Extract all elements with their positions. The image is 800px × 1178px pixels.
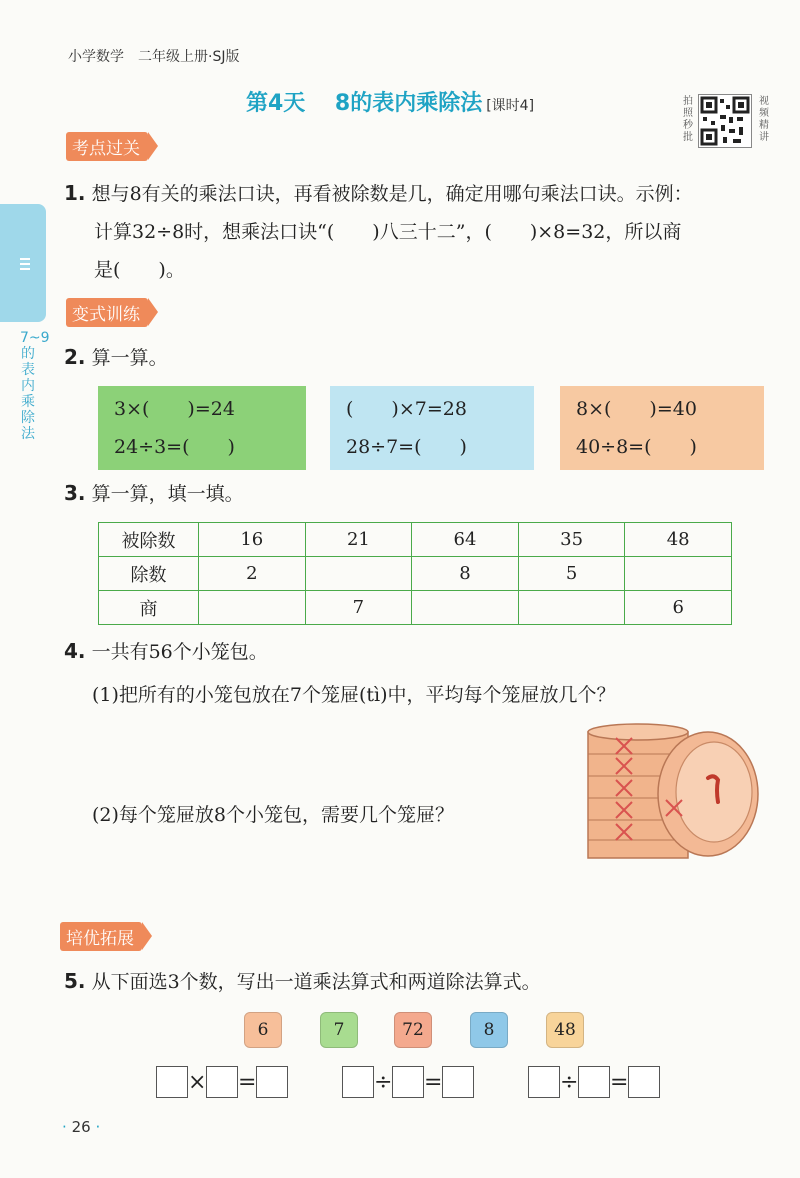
table-cell: 21 bbox=[305, 523, 412, 557]
table-cell: 除数 bbox=[99, 557, 199, 591]
table-cell: 6 bbox=[625, 591, 732, 625]
divide-sign: ÷ bbox=[560, 1069, 579, 1095]
table-cell[interactable] bbox=[412, 591, 519, 625]
qr-left-label: 拍照秒批 bbox=[683, 96, 693, 143]
calc-box-3-a: 8×( )=40 bbox=[576, 398, 697, 420]
calc-box-2-a: ( )×7=28 bbox=[346, 398, 467, 420]
table-cell: 商 bbox=[99, 591, 199, 625]
section-tag-bianshi: 变式训练 bbox=[66, 298, 148, 327]
q5-text: 从下面选3个数，写出一道乘法算式和两道除法算式。 bbox=[91, 971, 541, 993]
number-chip-72[interactable]: 72 bbox=[394, 1012, 432, 1048]
table-cell: 2 bbox=[199, 557, 306, 591]
q3-text: 算一算，填一填。 bbox=[91, 483, 244, 505]
division-equation-2 bbox=[528, 1066, 660, 1098]
table-row bbox=[99, 557, 732, 591]
q4-part1: (1)把所有的小笼包放在7个笼屉(tì)中，平均每个笼屉放几个？ bbox=[92, 684, 616, 706]
number-chip-8[interactable]: 8 bbox=[470, 1012, 508, 1048]
question-5 bbox=[64, 962, 541, 1001]
steamer-basket-illustration bbox=[580, 718, 764, 864]
q1-line3: 是( )。 bbox=[94, 259, 185, 281]
table-cell[interactable] bbox=[199, 591, 306, 625]
question-1 bbox=[64, 174, 693, 289]
answer-box[interactable] bbox=[628, 1066, 660, 1098]
question-3 bbox=[64, 474, 244, 513]
question-2 bbox=[64, 338, 168, 377]
answer-box[interactable] bbox=[156, 1066, 188, 1098]
calc-box-2-b: 28÷7=( ) bbox=[346, 436, 467, 458]
times-sign: × bbox=[188, 1069, 207, 1095]
calc-box-3 bbox=[560, 386, 764, 470]
page-title bbox=[0, 86, 780, 117]
q4-number: 4. bbox=[64, 639, 86, 663]
page-number-text: 26 bbox=[71, 1118, 91, 1136]
table-cell[interactable] bbox=[518, 591, 625, 625]
table-cell[interactable] bbox=[305, 557, 412, 591]
equals-sign: = bbox=[238, 1069, 257, 1095]
answer-box[interactable] bbox=[342, 1066, 374, 1098]
q2-number: 2. bbox=[64, 345, 86, 369]
title-main: 第4天 8的表内乘除法 bbox=[245, 91, 483, 116]
question-4 bbox=[64, 632, 268, 671]
qr-right-label: 视频精讲 bbox=[759, 96, 769, 143]
table-cell: 48 bbox=[625, 523, 732, 557]
number-chip-6[interactable]: 6 bbox=[244, 1012, 282, 1048]
number-chip-7[interactable]: 7 bbox=[320, 1012, 358, 1048]
page-dot-right: · bbox=[95, 1118, 101, 1136]
table-cell: 8 bbox=[412, 557, 519, 591]
section-tag-peiyou: 培优拓展 bbox=[60, 922, 142, 951]
table-row bbox=[99, 523, 732, 557]
q4-text: 一共有56个小笼包。 bbox=[91, 641, 268, 663]
calc-box-1-b: 24÷3=( ) bbox=[114, 436, 235, 458]
table-cell: 5 bbox=[518, 557, 625, 591]
q4-part2: (2)每个笼屉放8个小笼包，需要几个笼屉？ bbox=[92, 804, 455, 826]
calc-box-3-b: 40÷8=( ) bbox=[576, 436, 697, 458]
menu-icon bbox=[20, 258, 30, 273]
divide-sign: ÷ bbox=[374, 1069, 393, 1095]
table-cell: 35 bbox=[518, 523, 625, 557]
answer-box[interactable] bbox=[528, 1066, 560, 1098]
table-cell: 16 bbox=[199, 523, 306, 557]
q3-number: 3. bbox=[64, 481, 86, 505]
calc-box-1-a: 3×( )=24 bbox=[114, 398, 235, 420]
table-cell: 7 bbox=[305, 591, 412, 625]
q2-text: 算一算。 bbox=[91, 347, 168, 369]
book-header: 小学数学 二年级上册·SJ版 bbox=[68, 49, 240, 65]
sidebar-label: 7~9的表内乘除法 bbox=[20, 330, 50, 442]
q1-line1: 想与8有关的乘法口诀，再看被除数是几，确定用哪句乘法口诀。示例： bbox=[91, 183, 693, 205]
answer-box[interactable] bbox=[206, 1066, 238, 1098]
table-cell: 被除数 bbox=[99, 523, 199, 557]
calc-box-2 bbox=[330, 386, 534, 470]
table-cell[interactable] bbox=[625, 557, 732, 591]
division-equation-1 bbox=[342, 1066, 474, 1098]
table-row bbox=[99, 591, 732, 625]
equals-sign: = bbox=[610, 1069, 629, 1095]
qr-code-icon[interactable] bbox=[698, 94, 752, 148]
equals-sign: = bbox=[424, 1069, 443, 1095]
number-chip-48[interactable]: 48 bbox=[546, 1012, 584, 1048]
answer-box[interactable] bbox=[256, 1066, 288, 1098]
answer-box[interactable] bbox=[442, 1066, 474, 1098]
answer-box[interactable] bbox=[578, 1066, 610, 1098]
q1-line2: 计算32÷8时，想乘法口诀“( )八三十二”，( )×8=32，所以商 bbox=[94, 221, 682, 243]
multiplication-equation bbox=[156, 1066, 288, 1098]
title-sub: [课时4] bbox=[486, 98, 535, 114]
page-dot-left: · bbox=[62, 1118, 67, 1136]
q5-number: 5. bbox=[64, 969, 86, 993]
q1-number: 1. bbox=[64, 181, 86, 205]
calc-box-1 bbox=[98, 386, 306, 470]
answer-box[interactable] bbox=[392, 1066, 424, 1098]
page-number bbox=[62, 1118, 100, 1136]
table-cell: 64 bbox=[412, 523, 519, 557]
division-table bbox=[98, 522, 732, 625]
section-tag-kaodian: 考点过关 bbox=[66, 132, 148, 161]
